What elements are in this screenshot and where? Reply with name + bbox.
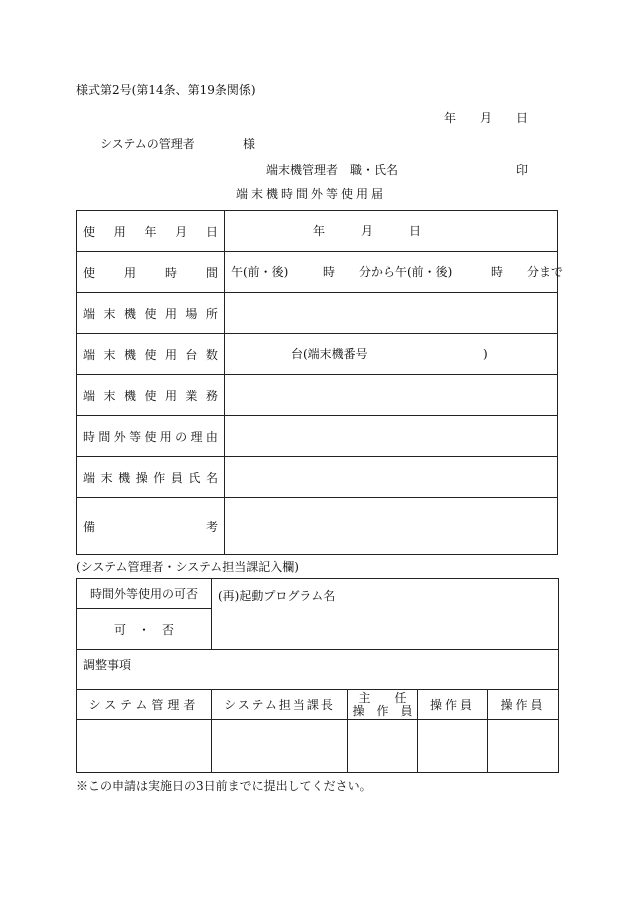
label-reason: [77, 416, 225, 457]
label-char: 機: [123, 388, 136, 403]
value-date[interactable]: [225, 211, 558, 252]
label-remarks: [77, 498, 225, 555]
label-time-text: [83, 264, 218, 281]
label-char: 端: [83, 306, 96, 321]
label-char: 用: [123, 265, 136, 280]
label-units: [77, 334, 225, 375]
label-char: 末: [100, 470, 113, 485]
label-char: 用: [164, 306, 177, 321]
units-close: ): [483, 347, 488, 361]
addressee: システムの管理者: [100, 137, 195, 151]
label-char: 操: [135, 470, 148, 485]
label-remarks-text: [83, 518, 218, 535]
value-operator[interactable]: [225, 457, 558, 498]
col-chief-top: 主 任: [358, 690, 407, 705]
label-location-text: [83, 305, 218, 322]
label-operator: [77, 457, 225, 498]
seal-system-admin[interactable]: [77, 720, 212, 773]
value-reason[interactable]: [225, 416, 558, 457]
label-char: 用: [159, 429, 172, 444]
application-table: [76, 210, 564, 555]
label-task-text: [83, 387, 218, 404]
label-reason-text: [83, 428, 218, 445]
label-char: 日: [205, 224, 218, 239]
label-operator-text: [83, 469, 218, 486]
col-operator-1: 操作員: [418, 690, 488, 720]
label-char: 末: [103, 347, 116, 362]
seal-chief-operator[interactable]: [348, 720, 418, 773]
label-char: 機: [118, 470, 131, 485]
date-month: 月: [361, 224, 374, 238]
label-char: 備: [83, 519, 96, 534]
label-location: [77, 293, 225, 334]
label-char: 端: [83, 470, 96, 485]
seal-operator-1[interactable]: [418, 720, 488, 773]
time-ampm-start: 午(前・後): [231, 265, 289, 279]
value-units[interactable]: [225, 334, 558, 375]
value-location[interactable]: [225, 293, 558, 334]
seal-operator-2[interactable]: [488, 720, 559, 773]
program-name-label: (再)起動プログラム名: [218, 589, 336, 603]
label-char: 由: [205, 429, 218, 444]
program-name-cell[interactable]: [212, 579, 559, 650]
label-char: 間: [205, 265, 218, 280]
row-units: [77, 334, 558, 375]
seal-dept-head[interactable]: [212, 720, 348, 773]
label-char: 使: [144, 388, 157, 403]
adjustment-label: 調整事項: [83, 658, 132, 672]
label-char: 用: [164, 388, 177, 403]
label-char: 台: [185, 347, 198, 362]
row-location: [77, 293, 558, 334]
seal-mark: 印: [516, 163, 529, 177]
label-char: 末: [103, 306, 116, 321]
label-char: 年: [144, 224, 157, 239]
col-operator-2: 操作員: [488, 690, 559, 720]
label-char: 氏: [188, 470, 201, 485]
applicant-label: 端末機管理者 職・氏名: [266, 163, 399, 177]
label-char: 時: [164, 265, 177, 280]
label-char: 使: [144, 306, 157, 321]
col-system-admin: システム管理者: [77, 690, 212, 720]
admin-section-note: (システム管理者・システム担当課記入欄): [76, 560, 299, 574]
label-time: [77, 252, 225, 293]
col-dept-head: システム担当課長: [212, 690, 348, 720]
label-char: 外: [113, 429, 126, 444]
label-task: [77, 375, 225, 416]
header-day: 日: [516, 111, 529, 125]
col-chief-operator: [348, 690, 418, 720]
label-char: 員: [170, 470, 183, 485]
label-char: 名: [205, 470, 218, 485]
label-char: 理: [190, 429, 203, 444]
label-char: 間: [98, 429, 111, 444]
label-char: 用: [113, 224, 126, 239]
label-char: 端: [83, 347, 96, 362]
row-remarks: [77, 498, 558, 555]
availability-label: 時間外等使用の可否: [77, 579, 212, 609]
time-min-start: 分から午(前・後): [359, 265, 453, 279]
col-chief-bottom: 操 作 員: [352, 703, 413, 718]
row-task: [77, 375, 558, 416]
adjustment-cell[interactable]: [77, 650, 559, 690]
row-date: [77, 211, 558, 252]
label-char: 端: [83, 388, 96, 403]
date-day: 日: [409, 224, 422, 238]
value-remarks[interactable]: [225, 498, 558, 555]
label-char: 末: [103, 388, 116, 403]
units-text: 台(端末機番号: [291, 347, 368, 361]
row-operator: [77, 457, 558, 498]
label-char: 機: [123, 347, 136, 362]
label-char: 使: [144, 347, 157, 362]
label-char: 使: [144, 429, 157, 444]
form-title: 端末機時間外等使用届: [236, 187, 387, 201]
label-char: 機: [123, 306, 136, 321]
admin-table: [76, 578, 559, 773]
label-char: 場: [185, 306, 198, 321]
label-date: [77, 211, 225, 252]
form-number: 様式第2号(第14条、第19条関係): [76, 83, 256, 97]
time-hour-start: 時: [323, 265, 336, 279]
label-char: 使: [83, 224, 96, 239]
label-units-text: [83, 346, 218, 363]
honorific: 様: [243, 137, 256, 151]
date-year: 年: [313, 224, 326, 238]
label-char: 数: [205, 347, 218, 362]
label-date-text: [83, 223, 218, 240]
value-time[interactable]: [225, 252, 564, 293]
availability-options[interactable]: 可 ・ 否: [77, 609, 212, 650]
label-char: 等: [129, 429, 142, 444]
label-char: 時: [83, 429, 96, 444]
label-char: 所: [205, 306, 218, 321]
label-char: の: [175, 429, 188, 444]
label-char: 月: [175, 224, 188, 239]
time-hour-end: 時: [491, 265, 504, 279]
row-reason: [77, 416, 558, 457]
time-min-end: 分まで: [527, 265, 564, 279]
label-char: 用: [164, 347, 177, 362]
value-task[interactable]: [225, 375, 558, 416]
label-char: 業: [185, 388, 198, 403]
label-char: 作: [153, 470, 166, 485]
footer-note: ※この申請は実施日の3日前までに提出してください。: [76, 779, 372, 793]
row-time: [77, 252, 558, 293]
header-month: 月: [480, 111, 493, 125]
label-char: 使: [83, 265, 96, 280]
header-year: 年: [444, 111, 457, 125]
label-char: 務: [205, 388, 218, 403]
label-char: 考: [205, 519, 218, 534]
